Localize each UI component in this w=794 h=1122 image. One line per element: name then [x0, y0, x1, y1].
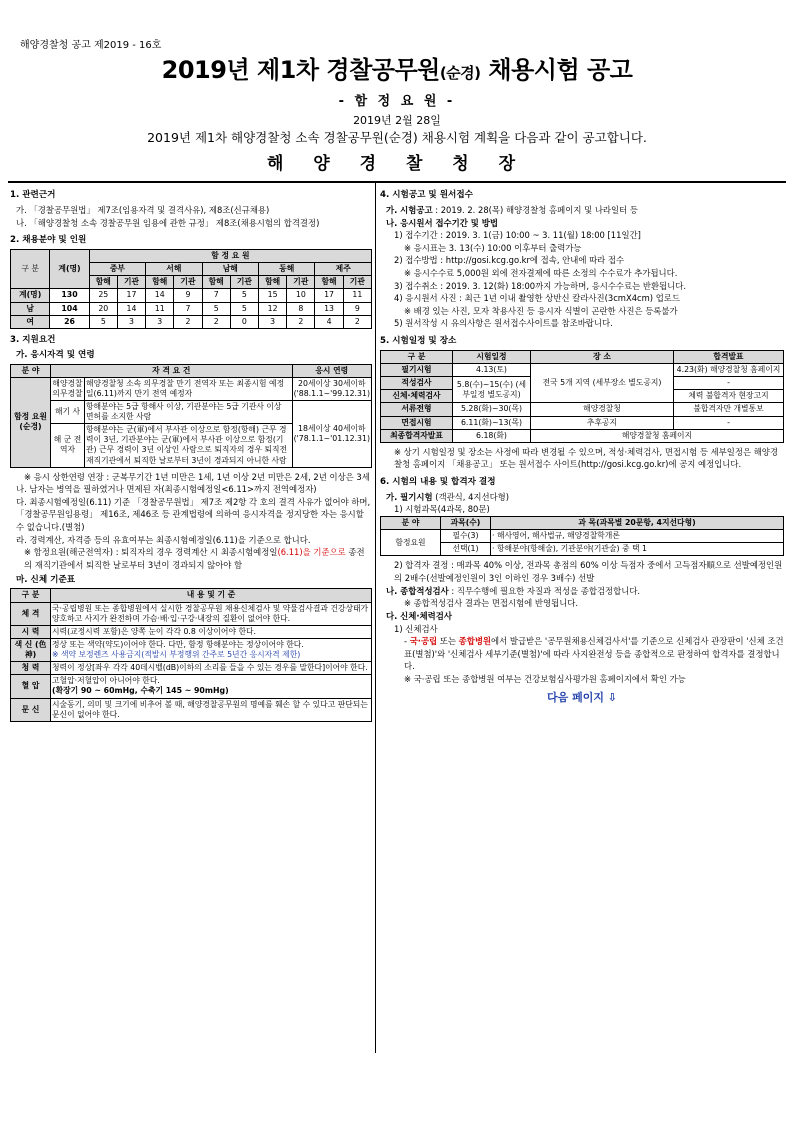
- s6-da1: 1) 신체검사: [394, 623, 438, 634]
- r3-req: 항해분야는 군(軍)에서 부사관 이상으로 함정(항해) 근무 경력이 3년, 기관분야는 군(軍)에서 부사관 이상으로 함정(기관) 근무 경력이 3년 이상인 사람으로 퇴직자의 경우 퇴직전 재직기관에서 퇴직한 날로부터 3년이 경과되지 아니한 사람: [85, 424, 293, 468]
- notice-number: 해양경찰청 공고 제2019 - 16호: [20, 40, 162, 51]
- recruit-cell: 8: [287, 302, 315, 315]
- recruit-cell: 3: [146, 315, 174, 328]
- recruit-cell: 3: [259, 315, 287, 328]
- s6-ga: 가. 필기시험 (객관식, 4지선다형): [386, 491, 510, 502]
- recruit-cell: 2: [287, 315, 315, 328]
- eligibility-table: [10, 364, 372, 468]
- notice-date: 2019년 2월 28일: [353, 114, 441, 127]
- recruit-cell: 15: [259, 289, 287, 302]
- sched-k: 적성검사: [381, 377, 453, 390]
- page-title: 2019년 제1차 경찰공무원(순경) 채용시험 공고: [161, 56, 633, 84]
- r1-req: 해양경찰청 소속 의무경찰 만기 전역자 또는 최종시험 예정일(6.11)까지 만기 전역 예정자: [85, 377, 293, 400]
- sched-r: -: [674, 416, 784, 429]
- subject-table: [380, 516, 784, 556]
- th-sub: 기관: [174, 276, 202, 289]
- th-s6: 과목(수): [441, 517, 491, 530]
- section-1-title: 1. 관련근거: [10, 190, 56, 200]
- recruit-cell: 14: [117, 302, 145, 315]
- body-value-text: 시술동기, 의미 및 크기에 비추어 볼 때, 해양경찰공무원의 명예를 훼손 할 수 있다고 판단되는 문신이 없어야 한다.: [52, 699, 368, 719]
- recruit-cell: 25: [89, 289, 117, 302]
- section-6-title: 6. 시험의 내용 및 합격자 결정: [380, 476, 496, 487]
- recruit-cell: 2: [343, 315, 371, 328]
- subj-req-s: · 해사영어, 해사법규, 해양경찰학개론: [491, 530, 784, 543]
- subj-req-n: 필수(3): [441, 530, 491, 543]
- section-5-title: 5. 시험일정 및 장소: [380, 335, 457, 346]
- th-s5: 합격발표: [674, 350, 784, 363]
- agency-name: 해 양 경 찰 청 장: [266, 154, 528, 174]
- recruit-total: 104: [50, 302, 89, 315]
- body-value: [51, 698, 372, 721]
- sched-k: 서류전형: [381, 403, 453, 416]
- recruit-cell: 4: [315, 315, 343, 328]
- recruit-cell: 0: [230, 315, 258, 328]
- r2-req: 항해분야는 5급 항해사 이상, 기관분야는 5급 기관사 이상 면허를 소지한 사람: [85, 400, 293, 423]
- th-s5: 장 소: [531, 350, 674, 363]
- s4-item: ※ 응시수수료 5,000원 외에 전자결제에 따른 소정의 수수료가 추가됩니다.: [404, 267, 678, 278]
- subj-area: 함정요원: [381, 530, 441, 556]
- th-total: 계(명): [50, 250, 89, 289]
- recruit-row-label: 남: [11, 302, 50, 315]
- recruit-cell: 17: [117, 289, 145, 302]
- recruit-cell: 5: [89, 315, 117, 328]
- sched-d: 5.8(수)~15(수) (세부일정 별도공지): [453, 377, 531, 403]
- body-value: [51, 625, 372, 638]
- th-req: 자 격 요 건: [51, 364, 293, 377]
- recruit-cell: 7: [174, 302, 202, 315]
- s1-item: 가. 「경찰공무원법」 제7조(임용자격 및 결격사유), 제8조(신규채용): [16, 204, 270, 215]
- s4-item: 1) 접수기간 : 2019. 3. 1(금) 10:00 ~ 3. 11(월) 18:00 [11일간]: [394, 230, 641, 241]
- s6-na-note: ※ 종합적성검사 결과는 면접시험에 반영됩니다.: [404, 598, 579, 609]
- section-4-title: 4. 시험공고 및 원서접수: [380, 190, 473, 200]
- body-value-text: 고혈압·저혈압이 아니어야 한다.: [52, 676, 160, 686]
- body-standard-table: [10, 588, 372, 721]
- age-note: ※ 응시 상한연령 연장 : 군복무기간 1년 미만은 1세, 1년 이상 2년 미만은 2세, 2년 이상은 3세: [24, 471, 370, 482]
- th-group: 함 정 요 원: [89, 250, 371, 263]
- r1-age: 20세이상 30세이하 ('88.1.1~'99.12.31): [292, 377, 371, 400]
- recruit-cell: 13: [315, 302, 343, 315]
- recruit-row-label: 여: [11, 315, 50, 328]
- th-sub: 기관: [230, 276, 258, 289]
- s3-sub-a: 가. 응시자격 및 연령: [16, 349, 95, 360]
- s4-item: 4) 응시원서 사진 : 최근 1년 이내 촬영한 상반신 칼라사진(3cmX4cm) 업로드: [394, 293, 680, 304]
- body-row: [11, 638, 372, 661]
- body-row: [11, 698, 372, 721]
- th-area: 분 야: [11, 364, 51, 377]
- th-age: 응시 연령: [292, 364, 371, 377]
- recruit-cell: 3: [117, 315, 145, 328]
- body-row: [11, 625, 372, 638]
- body-value-note: (확장기 90 ~ 60mHg, 수축기 145 ~ 90mHg): [52, 686, 229, 696]
- s3-note2: ※ 함정요원(해군전역자) : 퇴직자의 경우 경력계산 시 최종시험예정일(6.11)을 기준으로 종전의 재직기관에서 퇴직한 날로부터 3년이 경과되지 않아야 함: [24, 547, 365, 570]
- s5-note: ※ 상기 시험일정 및 장소는 사정에 따라 변경될 수 있으며, 적성·체력검사, 면접시험 등 세부일정은 해양경찰청 홈페이지 「채용공고」 또는 원서접수 사이트(http://gosi.kcg.go.kr)에 공지 예정입니다.: [394, 446, 778, 470]
- recruit-cell: 9: [174, 289, 202, 302]
- body-row: [11, 675, 372, 698]
- left-column: [10, 187, 372, 722]
- area-label: 함정 요원 (순경): [11, 377, 51, 467]
- recruit-cell: 5: [202, 302, 230, 315]
- body-value: [51, 602, 372, 625]
- th-s5: 시험일정: [453, 350, 531, 363]
- sched-r: 체력 불합격자 현장고지: [674, 390, 784, 403]
- sched-p: 추후공지: [531, 416, 674, 429]
- s4-item: ※ 배경 있는 사진, 모자 착용사진 등 응시자 식별이 곤란한 사진은 등록불가: [404, 305, 678, 316]
- body-value: [51, 638, 372, 661]
- s4-item: 2) 접수방법 : http://gosi.kcg.go.kr에 접속, 안내에 따라 접수: [394, 255, 625, 266]
- sched-p: 해양경찰청: [531, 403, 674, 416]
- r2-label: 해기 사: [51, 400, 85, 423]
- body-value-note: ※ 색약 보정렌즈 사용금지(적발시 부정행위 간주로 5년간 응시자격 제한): [52, 650, 301, 660]
- sched-k: 면접시험: [381, 416, 453, 429]
- sched-k: 최종합격자발표: [381, 429, 453, 442]
- s3-ma: 마. 신체 기준표: [16, 574, 76, 585]
- s4-item: ※ 응시표는 3. 13(수) 10:00 이후부터 출력가능: [404, 242, 582, 253]
- r1-label: 해양경찰 의무경찰: [51, 377, 85, 400]
- recruit-cell: 5: [230, 302, 258, 315]
- body-value-text: 정상 또는 색약(약도)이어야 한다. 다만, 함정 항해분야는 정상이어야 한다.: [52, 639, 304, 649]
- th-sub: 함해: [146, 276, 174, 289]
- th-gubun: 구 분: [11, 250, 50, 289]
- intro-text: 2019년 제1차 해양경찰청 소속 경찰공무원(순경) 채용시험 계획을 다음과 같이 공고합니다.: [147, 130, 647, 145]
- body-value-text: 시력(교정시력 포함)은 양쪽 눈이 각각 0.8 이상이어야 한다.: [52, 626, 257, 636]
- recruit-cell: 10: [287, 289, 315, 302]
- page-subtitle: - 함 정 요 원 -: [338, 94, 456, 109]
- s4-item: 3) 접수취소 : 2019. 3. 12(화) 18:00까지 가능하며, 응시수수료는 반환됩니다.: [394, 280, 686, 291]
- recruit-row-label: 계(명): [11, 289, 50, 302]
- s3-ra: 라. 경력계산, 자격증 등의 유효여부는 최종시험예정일(6.11)을 기준으로 합니다.: [16, 534, 311, 545]
- sched-p: 전국 5개 지역 (세부장소 별도공지): [531, 364, 674, 403]
- recruit-total: 26: [50, 315, 89, 328]
- th-region: 동해: [259, 263, 315, 276]
- next-page-link[interactable]: 다음 페이지 ⇩: [546, 690, 617, 704]
- recruit-cell: 17: [315, 289, 343, 302]
- body-row: [11, 602, 372, 625]
- th-sub: 함해: [259, 276, 287, 289]
- s6-da-text: - 국·공립 또는 종합병원에서 발급받은 '공무원채용신체검사서'를 기준으로 신체검사 관장판이 '신체 조건표(별첨)'와 '신체검사 세부기준(별첨)'에 따라 사지완전성 등을 종합적으로 판정하여 합격자를 결정합니다.: [404, 636, 784, 672]
- th-s6: 과 목(과목별 20문항, 4지선다형): [491, 517, 784, 530]
- sched-r: 4.23(화) 해양경찰청 홈페이지: [674, 364, 784, 377]
- section-2-title: 2. 채용분야 및 인원: [10, 235, 87, 246]
- th-s6: 분 야: [381, 517, 441, 530]
- top-divider: [8, 181, 786, 183]
- column-divider: [375, 181, 376, 1053]
- th-body-v: 내 용 및 기 준: [51, 589, 372, 602]
- recruit-cell: 2: [174, 315, 202, 328]
- schedule-table: [380, 350, 784, 443]
- s6-da: 다. 신체·체력검사: [386, 610, 452, 621]
- sched-k: 필기시험: [381, 364, 453, 377]
- th-region: 서해: [146, 263, 202, 276]
- recruit-cell: 2: [202, 315, 230, 328]
- r3-label: 해 군 전역자: [51, 424, 85, 468]
- s3-da: 다. 최종시험예정일(6.11) 기준 「경찰공무원법」 제7조 제2항 각 호의 결격 사유가 없어야 하며, 「경찰공무원임용령」 제16조, 제46조 등 관계법령에 의하여 응시자격을 정지당한 자는 응시할 수 없습니다.(별첨): [16, 496, 371, 533]
- th-sub: 기관: [117, 276, 145, 289]
- sched-d: 6.18(화): [453, 429, 531, 442]
- th-s5: 구 분: [381, 350, 453, 363]
- body-value-text: 국·공립병원 또는 종합병원에서 실시한 경찰공무원 채용신체검사 및 약물검사결과 건강상태가 양호하고 사지가 완전하며 가슴·배·입·구강·내장의 질환이 없어야 한다.: [52, 603, 369, 623]
- recruit-table: [10, 249, 372, 329]
- recruit-cell: 12: [259, 302, 287, 315]
- sched-d: 5.28(화)~30(목): [453, 403, 531, 416]
- right-column: [380, 187, 784, 706]
- body-value-text: 청력이 정상[좌우 각각 40데시벨(dB)이하의 소리를 들을 수 있는 경우를 말한다]이어야 한다.: [52, 663, 368, 673]
- sched-r: 불합격자만 개별통보: [674, 403, 784, 416]
- body-key: 혈 압: [11, 675, 51, 698]
- recruit-row: [11, 302, 372, 315]
- body-value: [51, 675, 372, 698]
- sched-d: 4.13(토): [453, 364, 531, 377]
- s6-sub1: 1) 시험과목(4과목, 80문): [394, 504, 490, 515]
- subj-sel-n: 선택(1): [441, 543, 491, 556]
- th-sub: 기관: [287, 276, 315, 289]
- s6-na: 나. 종합적성검사 : 직무수행에 필요한 자질과 적성을 종합검정합니다.: [386, 585, 641, 596]
- recruit-cell: 5: [230, 289, 258, 302]
- body-key: 문 신: [11, 698, 51, 721]
- r23-age: 18세이상 40세이하 ('78.1.1~'01.12.31): [292, 400, 371, 467]
- body-key: 청 력: [11, 662, 51, 675]
- th-region: 제주: [315, 263, 372, 276]
- recruit-cell: 9: [343, 302, 371, 315]
- th-sub: 함해: [89, 276, 117, 289]
- th-region: 남해: [202, 263, 258, 276]
- body-key: 체 격: [11, 602, 51, 625]
- section-3-title: 3. 지원요건: [10, 334, 56, 345]
- body-key: 색 신 (色神): [11, 638, 51, 661]
- s6-da-note: ※ 국·공립 또는 종합병원 여부는 건강보험심사평가원 홈페이지에서 확인 가능: [404, 673, 686, 684]
- th-sub: 기관: [343, 276, 371, 289]
- s4-na: 나. 응시원서 접수기간 및 방법: [386, 217, 498, 228]
- body-row: [11, 662, 372, 675]
- subj-sel-s: · 항해분야(항해술), 기관분야(기관술) 중 택 1: [491, 543, 784, 556]
- s4-ga: 가. 시험공고 : 2019. 2. 28(목) 해양경찰청 홈페이지 및 나라일터 등: [386, 204, 638, 215]
- recruit-cell: 14: [146, 289, 174, 302]
- th-sub: 함해: [315, 276, 343, 289]
- recruit-cell: 11: [146, 302, 174, 315]
- recruit-row: [11, 289, 372, 302]
- body-key: 시 력: [11, 625, 51, 638]
- th-sub: 함해: [202, 276, 230, 289]
- recruit-total: 130: [50, 289, 89, 302]
- sched-d: 6.11(화)~13(목): [453, 416, 531, 429]
- s6-pass: 2) 합격자 결정 : 매과목 40% 이상, 전과목 총점의 60% 이상 득점자 중에서 고득점자順으로 선발예정인원의 2배수(선발예정인원이 3인 이하인 경우 3배수) 선발: [394, 560, 783, 584]
- sched-k: 신체·체력검사: [381, 390, 453, 403]
- s3-na: 나. 남자는 병역을 필하였거나 면제된 자(최종시험예정일<6.11>까지 전역예정자): [16, 484, 317, 495]
- recruit-cell: 11: [343, 289, 371, 302]
- recruit-cell: 20: [89, 302, 117, 315]
- th-body-k: 구 분: [11, 589, 51, 602]
- body-value: [51, 662, 372, 675]
- s1-item: 나. 「해양경찰청 소속 경찰공무원 임용에 관한 규정」 제8조(채용시험의 합격결정): [16, 217, 320, 228]
- recruit-row: [11, 315, 372, 328]
- sched-r: -: [674, 377, 784, 390]
- th-region: 중부: [89, 263, 145, 276]
- recruit-cell: 7: [202, 289, 230, 302]
- sched-p: 해양경찰청 홈페이지: [531, 429, 784, 442]
- s4-item: 5) 원서작성 시 유의사항은 원서접수사이트를 참조바랍니다.: [394, 318, 613, 329]
